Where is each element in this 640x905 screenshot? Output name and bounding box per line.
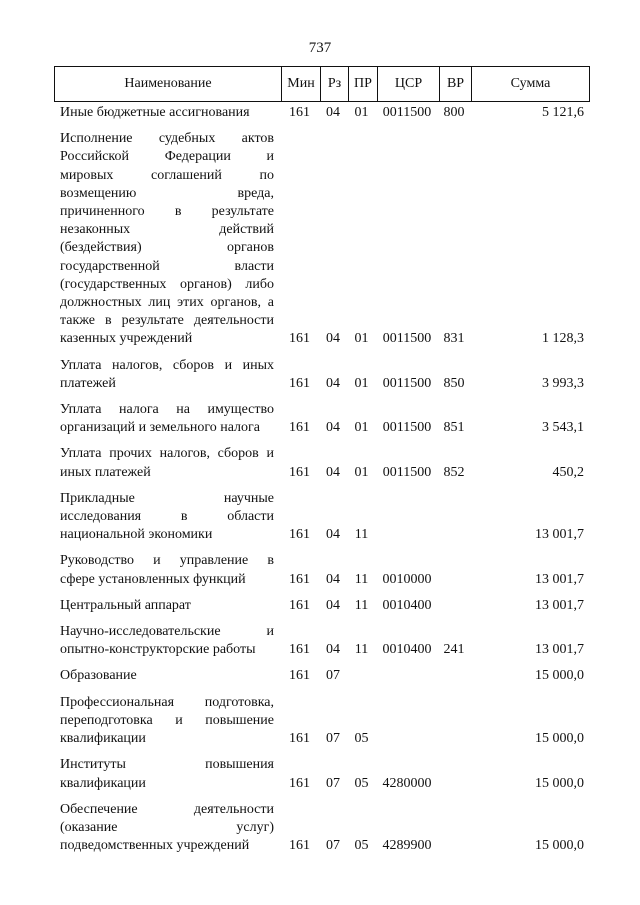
table-row (54, 694, 588, 749)
row-pr: 01 (354, 105, 369, 120)
row-csr: 0011500 (382, 331, 432, 347)
row-min: 161 (289, 571, 310, 587)
row-name (54, 801, 280, 856)
row-name-line: Российской Федерации и (60, 149, 274, 165)
row-min: 161 (289, 775, 310, 791)
row-min: 161 (289, 838, 310, 854)
table-row (54, 401, 588, 437)
row-name-line: исследования в области (60, 509, 274, 525)
row-name (54, 597, 280, 615)
row-name-line: подведомственных учреждений (60, 838, 250, 854)
table-row (54, 445, 588, 481)
row-name (54, 667, 280, 685)
row-csr: 0010400 (382, 642, 432, 658)
row-name-line: сфере установленных функций (60, 571, 246, 587)
row-min: 161 (289, 420, 310, 436)
row-name-line: (оказание услуг) (60, 819, 274, 835)
row-name-line: переподготовка и повышение (60, 712, 274, 728)
row-pr: 11 (354, 527, 369, 543)
row-name-line: платежей (60, 375, 116, 391)
row-min: 161 (289, 464, 310, 480)
row-rz: 07 (326, 775, 340, 791)
row-rz: 07 (326, 731, 340, 747)
row-name-line: квалификации (60, 731, 146, 747)
row-csr: 0011500 (382, 420, 432, 436)
row-pr: 01 (354, 331, 369, 347)
row-name-line: Профессиональная подготовка, (60, 694, 274, 710)
header-vr: ВР (439, 67, 471, 101)
row-name (54, 490, 280, 545)
row-name-line: Центральный аппарат (60, 597, 191, 613)
row-name (54, 445, 280, 481)
row-min: 161 (289, 105, 310, 120)
row-name-line: Уплата прочих налогов, сборов и (60, 446, 274, 462)
row-name-line: причиненного в результате (60, 204, 274, 220)
table-row (54, 801, 588, 856)
row-sum: 15 000,0 (535, 775, 584, 791)
row-vr: 800 (443, 105, 465, 120)
row-min: 161 (289, 668, 310, 684)
row-sum: 13 001,7 (535, 597, 584, 613)
table-row (54, 667, 588, 685)
header-name: Наименование (124, 76, 212, 91)
row-name-line: организаций и земельного налога (60, 420, 260, 436)
row-name (54, 552, 280, 588)
header-rz: Рз (320, 67, 348, 101)
table-row (54, 552, 588, 588)
row-min: 161 (289, 331, 310, 347)
row-rz: 07 (326, 838, 340, 854)
row-sum: 13 001,7 (535, 642, 584, 658)
row-name-line: (бездействия) органов (60, 240, 274, 256)
row-name-line: мировых соглашений по (60, 167, 274, 183)
row-name-line: государственной власти (60, 258, 274, 274)
row-csr: 4289900 (382, 838, 432, 854)
table-row (54, 597, 588, 615)
row-rz: 04 (326, 597, 340, 613)
row-pr: 11 (354, 597, 369, 613)
row-rz: 04 (326, 571, 340, 587)
row-name-line: (государственных органов) либо (60, 276, 274, 292)
row-name-line: Иные бюджетные ассигнования (60, 105, 250, 120)
header-pr: ПР (348, 67, 377, 101)
table-row (54, 756, 588, 792)
row-rz: 04 (326, 331, 340, 347)
row-vr: 852 (443, 464, 465, 480)
table-row (54, 490, 588, 545)
table-row (54, 623, 588, 659)
row-vr: 850 (443, 375, 465, 391)
row-sum: 15 000,0 (535, 731, 584, 747)
row-pr: 01 (354, 375, 369, 391)
row-name-line: незаконных действий (60, 222, 274, 238)
row-rz: 04 (326, 105, 340, 120)
row-name-line: Руководство и управление в (60, 553, 274, 569)
header-min: Мин (281, 67, 320, 101)
row-name-line: национальной экономики (60, 527, 213, 543)
row-pr: 05 (354, 731, 369, 747)
row-pr: 05 (354, 838, 369, 854)
header-csr: ЦСР (377, 67, 439, 101)
row-name-line: также в результате деятельности (60, 313, 274, 329)
row-pr: 01 (354, 464, 369, 480)
row-name-line: Прикладные научные (60, 490, 274, 506)
row-vr: 851 (443, 420, 465, 436)
row-min: 161 (289, 597, 310, 613)
table-body (54, 104, 588, 855)
row-name-line: опытно-конструкторские работы (60, 642, 256, 658)
row-name (54, 756, 280, 792)
row-vr: 831 (443, 331, 465, 347)
row-rz: 04 (326, 642, 340, 658)
row-name-line: иных платежей (60, 464, 151, 480)
row-min: 161 (289, 527, 310, 543)
row-rz: 04 (326, 375, 340, 391)
row-rz: 04 (326, 464, 340, 480)
row-name (54, 401, 280, 437)
row-name (54, 104, 280, 122)
row-rz: 04 (326, 527, 340, 543)
row-rz: 04 (326, 420, 340, 436)
row-sum: 3 543,1 (542, 420, 584, 436)
row-name (54, 694, 280, 749)
row-pr: 11 (354, 642, 369, 658)
row-sum: 1 128,3 (542, 331, 584, 347)
row-sum: 5 121,6 (542, 105, 584, 120)
row-vr: 241 (443, 642, 465, 658)
row-name-line: Уплата налога на имущество (60, 402, 274, 418)
table-row (54, 104, 588, 122)
row-name (54, 623, 280, 659)
row-csr: 0010400 (382, 597, 432, 613)
row-name-line: Институты повышения (60, 757, 274, 773)
row-min: 161 (289, 642, 310, 658)
row-name (54, 357, 280, 393)
row-sum: 13 001,7 (535, 527, 584, 543)
row-pr: 05 (354, 775, 369, 791)
row-name-line: Уплата налогов, сборов и иных (60, 357, 274, 373)
row-name (54, 130, 280, 348)
row-name-line: Образование (60, 668, 137, 684)
table-row (54, 130, 588, 348)
header-sum: Сумма (471, 67, 589, 101)
row-csr: 4280000 (382, 775, 432, 791)
row-csr: 0011500 (382, 375, 432, 391)
row-sum: 15 000,0 (535, 668, 584, 684)
row-csr: 0010000 (382, 571, 432, 587)
row-name-line: возмещению вреда, (60, 185, 274, 201)
row-sum: 13 001,7 (535, 571, 584, 587)
row-name-line: Научно-исследовательские и (60, 624, 274, 640)
row-rz: 07 (326, 668, 340, 684)
row-csr: 0011500 (382, 464, 432, 480)
row-name-line: должностных лиц этих органов, а (60, 295, 274, 311)
row-pr: 11 (354, 571, 369, 587)
row-sum: 15 000,0 (535, 838, 584, 854)
row-sum: 3 993,3 (542, 375, 584, 391)
row-name-line: казенных учреждений (60, 331, 193, 347)
page-number: 737 (308, 40, 332, 56)
row-name-line: квалификации (60, 775, 146, 791)
row-min: 161 (289, 731, 310, 747)
row-name-line: Исполнение судебных актов (60, 131, 274, 147)
table-header (54, 66, 590, 102)
table-row (54, 357, 588, 393)
row-sum: 450,2 (552, 464, 584, 480)
row-min: 161 (289, 375, 310, 391)
row-csr: 0011500 (382, 105, 432, 120)
row-name-line: Обеспечение деятельности (60, 801, 274, 817)
row-pr: 01 (354, 420, 369, 436)
